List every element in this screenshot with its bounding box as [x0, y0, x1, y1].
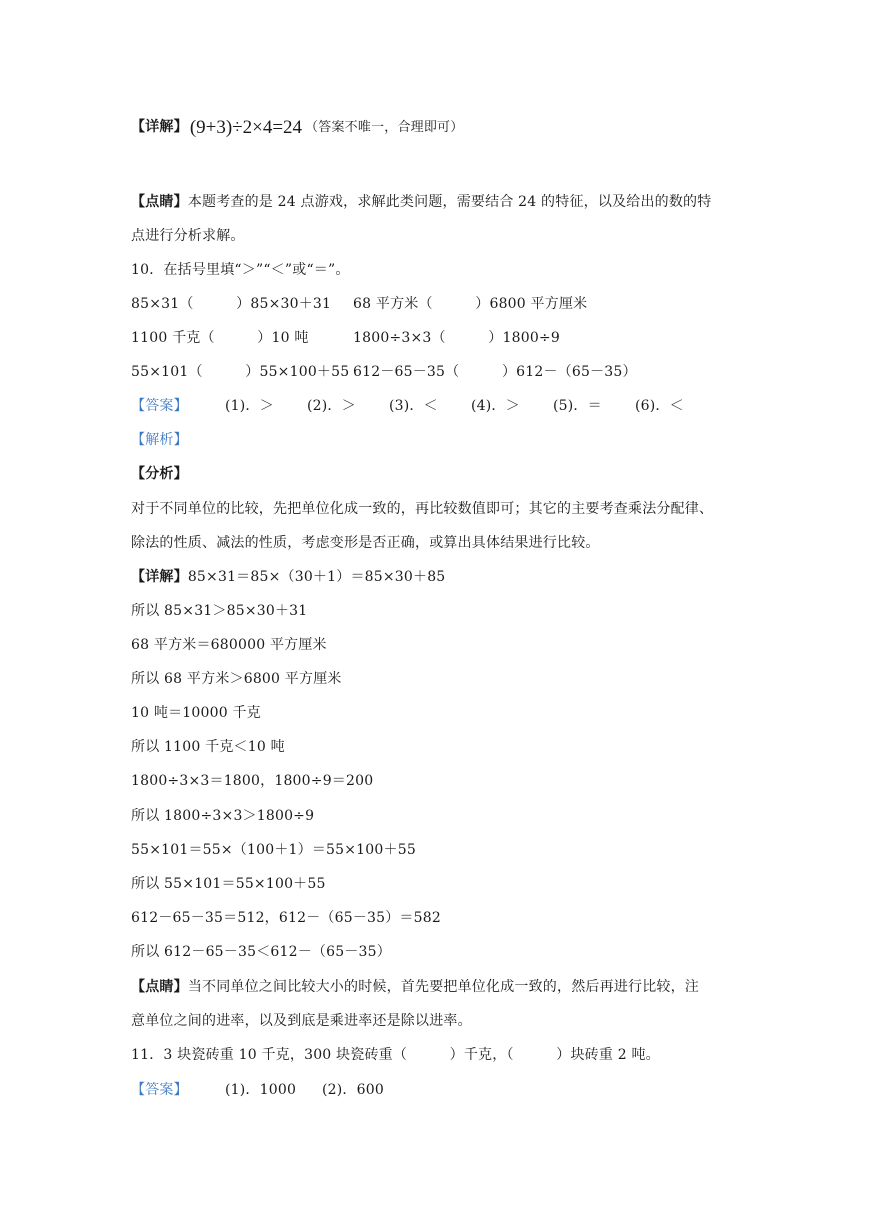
blank-5: 55×101（ ）55×100＋55 — [131, 364, 350, 380]
question-10-answer — [131, 396, 684, 416]
formula: (9+3)÷2×4=24 — [189, 117, 303, 138]
point-line-3 — [131, 977, 699, 997]
answer-6: (6)．＜ — [635, 398, 684, 414]
question-11-answer — [131, 1080, 384, 1100]
answer-label-2: 【答案】 — [131, 1082, 188, 1098]
answer-q11-1: (1)．1000 — [225, 1082, 297, 1098]
blank-4: 1800÷3×3（ ）1800÷9 — [353, 330, 560, 346]
question-10-row-2 — [131, 328, 560, 348]
answer-1: (1)．＞ — [225, 398, 274, 414]
point-line-4: 意单位之间的进率，以及到底是乘进率还是除以进率。 — [131, 1013, 472, 1029]
step-line: 所以 1800÷3×3＞1800÷9 — [131, 808, 315, 824]
step-line: 所以 68 平方米＞6800 平方厘米 — [131, 671, 342, 687]
detail-label-2: 【详解】 — [131, 569, 188, 585]
fenxi-label: 【分析】 — [131, 466, 188, 482]
point-label-2: 【点睛】 — [131, 979, 188, 995]
question-10-row-1 — [131, 294, 587, 314]
point-text-2: 当不同单位之间比较大小的时候，首先要把单位化成一致的，然后再进行比较，注 — [187, 979, 700, 995]
point-line-1 — [131, 192, 711, 212]
answer-q11-2: (2)．600 — [322, 1082, 384, 1098]
formula-note: （答案不唯一，合理即可） — [305, 120, 464, 135]
step-line: 所以 612－65－35＜612－（65－35） — [131, 944, 391, 960]
detail-line-24-points — [131, 117, 463, 138]
fenxi-line-1: 对于不同单位的比较，先把单位化成一致的，再比较数值即可；其它的主要考查乘法分配律、 — [131, 501, 714, 517]
step-line: 55×101＝55×（100＋1）＝55×100＋55 — [131, 842, 416, 858]
detail-first: 85×31＝85×（30＋1）＝85×30＋85 — [187, 569, 446, 585]
question-11-stem: 11．3 块瓷砖重 10 千克，300 块瓷砖重（ ）千克，（ ）块砖重 2 吨。 — [131, 1047, 660, 1063]
detail-first-line — [131, 567, 445, 587]
answer-3: (3)．＜ — [389, 398, 438, 414]
question-10-stem: 10．在括号里填“＞”“＜”或“＝”。 — [131, 262, 350, 278]
step-line: 1800÷3×3＝1800，1800÷9＝200 — [131, 773, 374, 789]
answer-2: (2)．＞ — [307, 398, 356, 414]
blank-3: 1100 千克（ ）10 吨 — [131, 330, 309, 346]
step-line: 所以 85×31＞85×30＋31 — [131, 603, 308, 619]
blank-2: 68 平方米（ ）6800 平方厘米 — [353, 296, 588, 312]
step-line: 10 吨＝10000 千克 — [131, 705, 261, 721]
answer-4: (4)．＞ — [471, 398, 520, 414]
blank-6: 612－65－35（ ）612－（65－35） — [353, 364, 637, 380]
detail-label: 【详解】 — [131, 119, 188, 135]
point-line-2: 点进行分析求解。 — [131, 228, 245, 244]
step-line: 612－65－35＝512，612－（65－35）＝582 — [131, 910, 441, 926]
fenxi-line-2: 除法的性质、减法的性质，考虑变形是否正确，或算出具体结果进行比较。 — [131, 535, 600, 551]
blank-1: 85×31（ ）85×30＋31 — [131, 296, 332, 312]
step-line: 所以 1100 千克＜10 吨 — [131, 739, 285, 755]
question-10-row-3 — [131, 362, 637, 382]
answer-label: 【答案】 — [131, 398, 188, 414]
analysis-label: 【解析】 — [131, 432, 188, 448]
step-line: 68 平方米＝680000 平方厘米 — [131, 637, 327, 653]
point-text: 本题考查的是 24 点游戏，求解此类问题，需要结合 24 的特征，以及给出的数的特 — [187, 194, 712, 210]
point-label: 【点睛】 — [131, 194, 188, 210]
answer-5: (5)．＝ — [553, 398, 602, 414]
step-line: 所以 55×101＝55×100＋55 — [131, 876, 326, 892]
